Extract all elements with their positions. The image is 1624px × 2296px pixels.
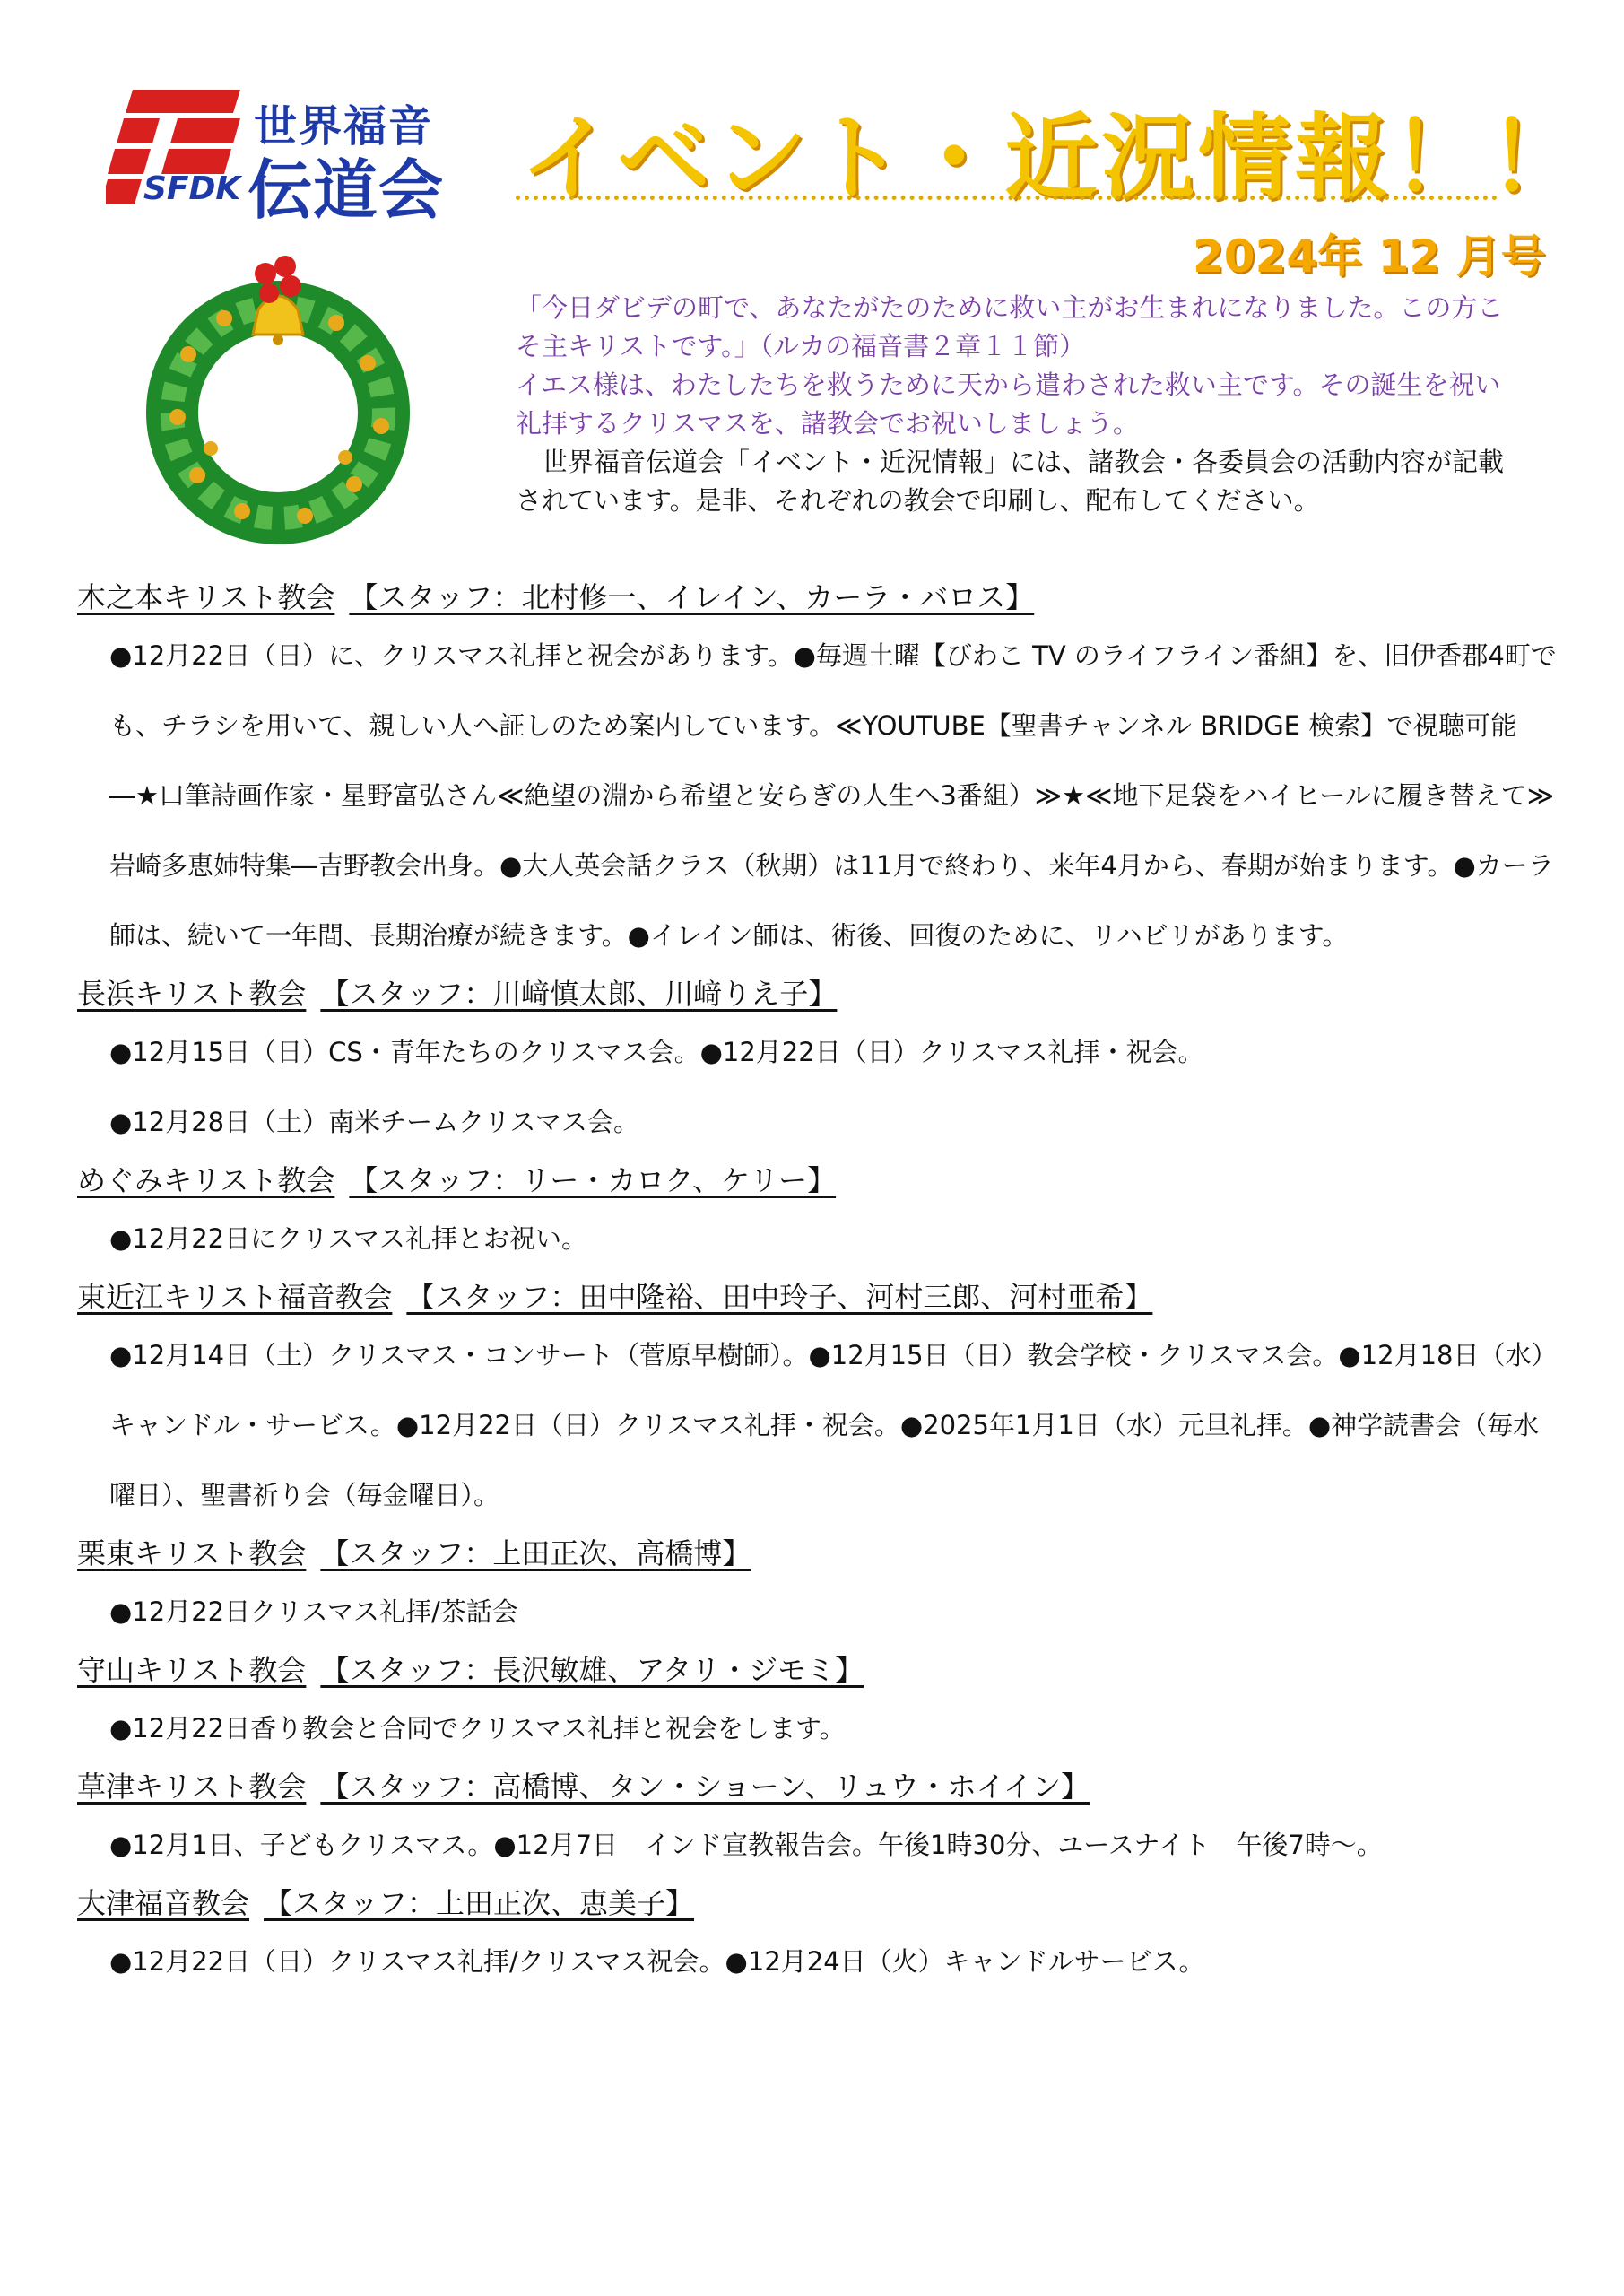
issue-date: 2024年 12 月号 (1193, 230, 1546, 283)
christmas-wreath-icon (126, 247, 430, 552)
church-name: 長浜キリスト教会 (77, 977, 307, 1011)
church-section (77, 1647, 1557, 1763)
church-name: 木之本キリスト教会 (77, 580, 335, 614)
church-news: ●12月22日（日）クリスマス礼拝/クリスマス祝会。●12月24日（火）キャンドルサービス。 (109, 1946, 1205, 1977)
church-news: ●12月1日、子どもクリスマス。●12月7日 インド宣教報告会。午後1時30分、ユースナイト 午後7時～。 (109, 1830, 1383, 1860)
intro-note: 世界福音伝道会「イベント・近況情報」には、諸教会・各委員会の活動内容が記載されています。是非、それぞれの教会で印刷し、配布してください。 (516, 447, 1505, 516)
church-section (77, 970, 1557, 1157)
church-section (77, 1880, 1557, 1996)
church-staff: 【スタッフ：田中隆裕、田中玲子、河村三郎、河村亜希】 (406, 1280, 1153, 1314)
church-name: めぐみキリスト教会 (77, 1163, 335, 1197)
church-section (77, 1530, 1557, 1647)
church-heading (77, 1274, 1557, 1320)
church-staff: 【スタッフ：リー・カロク、ケリー】 (349, 1163, 837, 1197)
logo-text-bottom: 伝道会 (248, 152, 445, 228)
church-heading (77, 1763, 1557, 1810)
intro-text (516, 289, 1511, 520)
church-name: 守山キリスト教会 (77, 1653, 307, 1687)
church-list (77, 574, 1557, 1996)
church-section (77, 574, 1557, 970)
church-news: ●12月22日クリスマス礼拝/茶話会 (109, 1596, 518, 1627)
church-news: ●12月15日（日）CS・青年たちのクリスマス会。●12月22日（日）クリスマス礼拝・祝会。●12月28日（土）南米チームクリスマス会。 (109, 1037, 1204, 1137)
church-heading (77, 1880, 1557, 1926)
church-heading (77, 1647, 1557, 1693)
church-section (77, 1274, 1557, 1530)
church-section (77, 1763, 1557, 1880)
church-name: 大津福音教会 (77, 1886, 250, 1920)
church-heading (77, 1530, 1557, 1577)
church-news: ●12月22日（日）に、クリスマス礼拝と祝会があります。●毎週土曜【びわこ TV のライフライン番組】を、旧伊香郡4町でも、チラシを用いて、親しい人へ証しのため案内しています。≪YOUTUBE【聖書チャンネル BRIDGE 検索】で視聴可能―★口筆詩画作家・星野富弘さん≪絶望の淵から希望と安らぎの人生へ3番組）≫★≪地下足袋をハイヒールに履き替えて≫岩崎多恵姉特集―吉野教会出身。●大人英会話クラス（秋期）は11月で終わり、来年4月から、春期が始まります。●カーラ師は、続いて一年間、長期治療が続きます。●イレイン師は、術後、回復のために、リハビリがあります。 (109, 640, 1557, 951)
title-divider (516, 196, 1498, 200)
church-name: 草津キリスト教会 (77, 1770, 307, 1804)
sfdk-logo (106, 88, 445, 228)
logo-text-top: 世界福音 (254, 101, 434, 152)
page-title: イベント・近況情報！！ (520, 103, 1586, 213)
church-staff: 【スタッフ：北村修一、イレイン、カーラ・バロス】 (349, 580, 1035, 614)
intro-message: イエス様は、わたしたちを救うために天から遣わされた救い主です。その誕生を祝い礼拝するクリスマスを、諸教会でお祝いしましょう。 (516, 370, 1501, 439)
church-name: 東近江キリスト福音教会 (77, 1280, 393, 1314)
church-heading (77, 574, 1557, 621)
church-section (77, 1157, 1557, 1274)
church-heading (77, 970, 1557, 1017)
church-staff: 【スタッフ：上田正次、高橋博】 (320, 1536, 751, 1570)
church-name: 栗東キリスト教会 (77, 1536, 307, 1570)
church-news: ●12月22日にクリスマス礼拝とお祝い。 (109, 1223, 587, 1254)
church-staff: 【スタッフ：長沢敏雄、アタリ・ジモミ】 (320, 1653, 864, 1687)
church-staff: 【スタッフ：高橋博、タン・ショーン、リュウ・ホイイン】 (320, 1770, 1090, 1804)
church-news: ●12月22日香り教会と合同でクリスマス礼拝と祝会をします。 (109, 1713, 846, 1744)
logo-abbr: SFDK (143, 170, 241, 207)
church-staff: 【スタッフ：川﨑慎太郎、川﨑りえ子】 (320, 977, 838, 1011)
church-heading (77, 1157, 1557, 1204)
church-news: ●12月14日（土）クリスマス・コンサート（菅原早樹師）。●12月15日（日）教会学校・クリスマス会。●12月18日（水）キャンドル・サービス。●12月22日（日）クリスマス礼拝・祝会。●2025年1月1日（水）元旦礼拝。●神学読書会（毎水曜日）、聖書祈り会（毎金曜日）。 (109, 1340, 1545, 1510)
church-staff: 【スタッフ：上田正次、恵美子】 (264, 1886, 695, 1920)
intro-scripture: 「今日ダビデの町で、あなたがたのために救い主がお生まれになりました。この方こそ主キリストです。」（ルカの福音書２章１１節） (516, 292, 1504, 361)
